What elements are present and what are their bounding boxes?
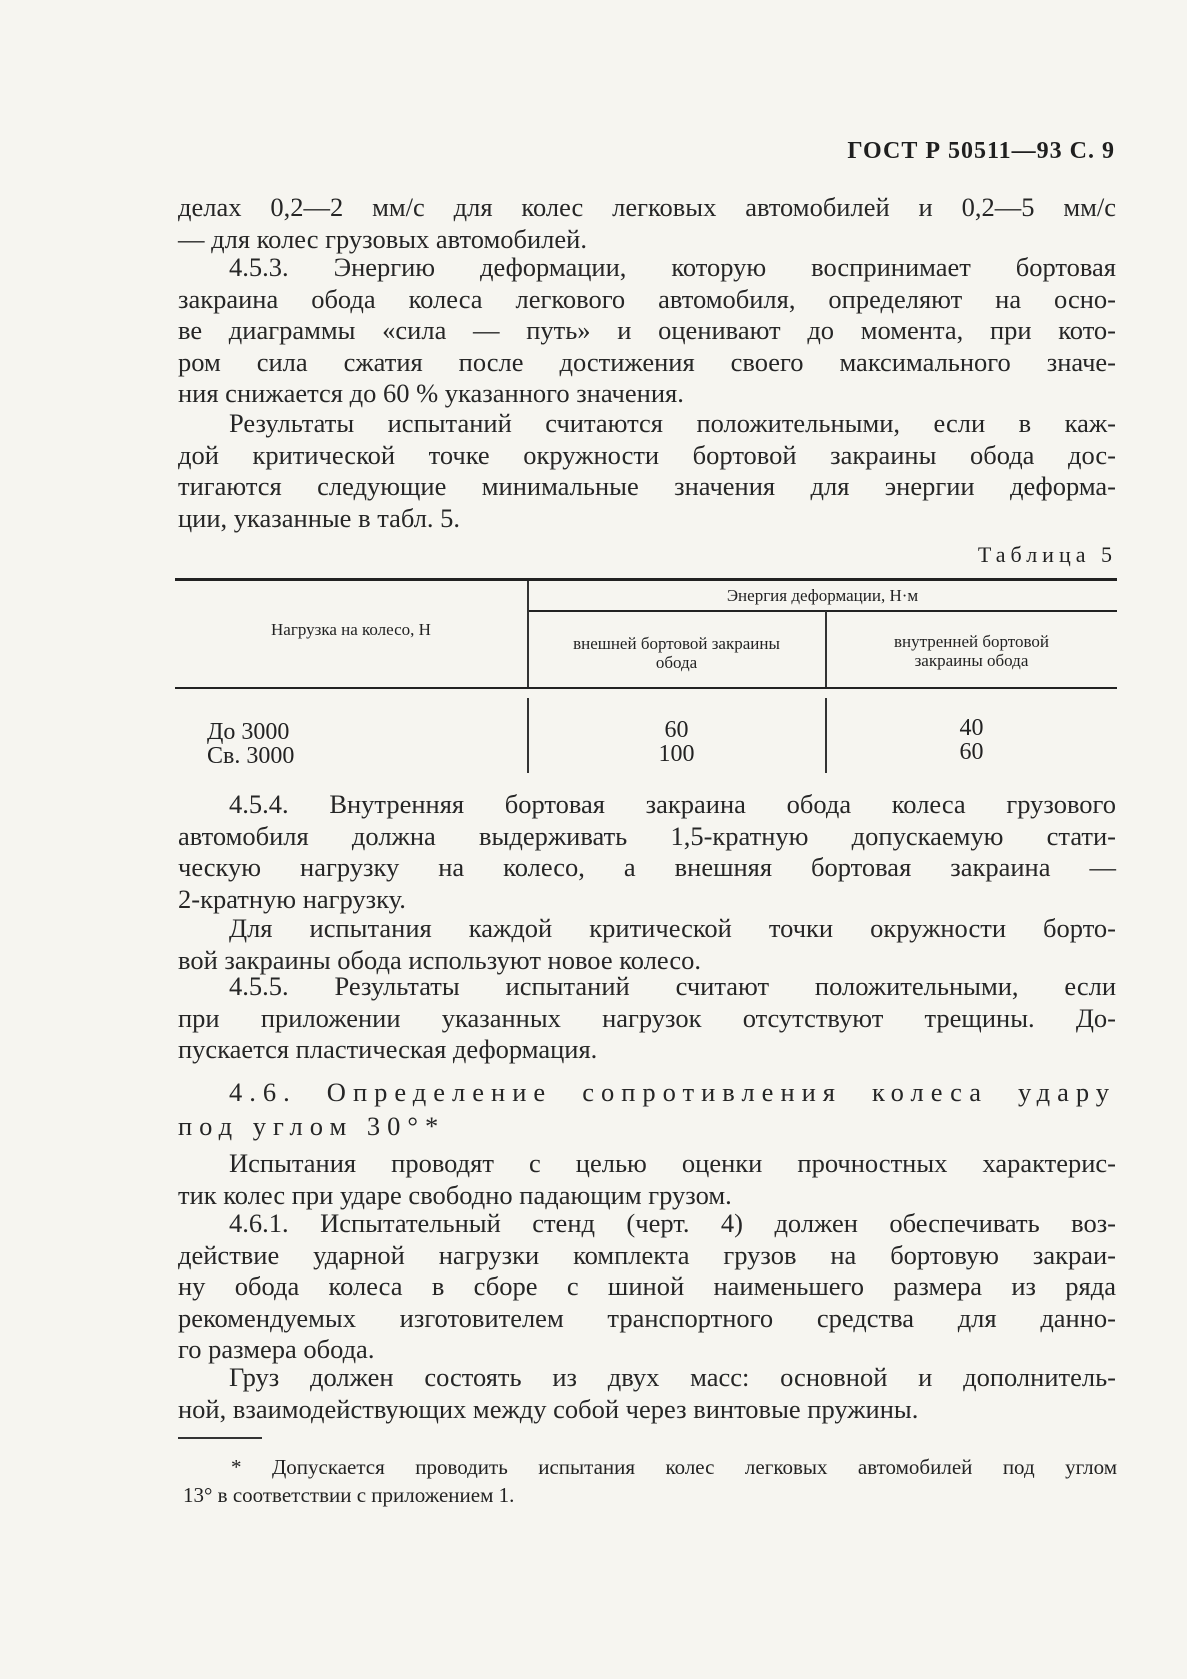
- paragraph-4-6-1: [178, 1208, 1116, 1366]
- text-line: автомобиля должна выдерживать 1,5-кратную допускаемую стати-: [178, 820, 1116, 851]
- text-line: тигаются следующие минимальные значения для энергии деформа-: [178, 471, 1116, 501]
- table-caption: Таблица 5: [977, 542, 1117, 567]
- footnote-rule: [178, 1437, 262, 1439]
- table-cell-load: Св. 3000: [207, 743, 295, 769]
- text-line: рекомендуемых изготовителем транспортного средства для данно-: [178, 1302, 1116, 1333]
- column-header-inner: [826, 632, 1117, 670]
- text-line: закраина обода колеса легкового автомобиля, определяют на осно-: [178, 283, 1116, 314]
- column-header-load: Нагрузка на колесо, Н: [271, 620, 431, 639]
- text-line: 4.5.4. Внутренняя бортовая закраина обода колеса грузового: [229, 789, 1116, 819]
- text-line: делах 0,2—2 мм/с для колес легковых автомобилей и 0,2—5 мм/с: [178, 192, 1116, 222]
- paragraph-4-5-4: [178, 789, 1116, 915]
- text-line: пускается пластическая деформация.: [178, 1034, 598, 1064]
- header-line: внешней бортовой закраины: [573, 634, 780, 653]
- text-line: Для испытания каждой критической точки окружности борто-: [229, 913, 1116, 943]
- text-line: при приложении указанных нагрузок отсутствуют трещины. До-: [178, 1002, 1116, 1033]
- header-line: закраины обода: [914, 651, 1029, 670]
- footnote-line: * Допускается проводить испытания колес легковых автомобилей под углом: [231, 1455, 1117, 1479]
- column-header-outer: [528, 634, 825, 672]
- text-line: 2-кратную нагрузку.: [178, 883, 406, 914]
- text-line: го размера обода.: [178, 1334, 375, 1364]
- header-bottom-rule: [175, 687, 1117, 689]
- header-line: обода: [655, 653, 698, 672]
- section-title-4-6: [178, 1075, 1116, 1143]
- text-line: вой закраины обода используют новое колесо.: [178, 944, 701, 975]
- text-line: 4.5.3. Энергию деформации, которую воспринимает бортовая: [229, 252, 1116, 282]
- header-line: внутренней бортовой: [893, 632, 1050, 651]
- energy-table: [175, 578, 1117, 773]
- table-cell-inner: 60: [959, 739, 984, 765]
- section-title-line: 4.6. Определение сопротивления колеса удару: [229, 1077, 1116, 1107]
- text-line: — для колес грузовых автомобилей.: [178, 223, 587, 254]
- text-line: тик колес при ударе свободно падающим грузом.: [178, 1179, 732, 1210]
- table-cell-outer: 60: [664, 717, 689, 743]
- text-line: Результаты испытаний считаются положительными, если в каж-: [229, 408, 1116, 438]
- text-line: 4.6.1. Испытательный стенд (черт. 4) должен обеспечивать воз-: [229, 1208, 1116, 1238]
- footnote: [183, 1453, 1117, 1509]
- text-line: Испытания проводят с целью оценки прочностных характерис-: [229, 1148, 1116, 1178]
- table-cell-load: До 3000: [207, 719, 290, 745]
- group-header-rule: [527, 610, 1117, 612]
- table-top-rule: [175, 578, 1117, 581]
- paragraph-new-wheel: [178, 913, 1116, 976]
- text-line: ной, взаимодействующих между собой через винтовые пружины.: [178, 1393, 919, 1424]
- top-text: [178, 192, 1116, 255]
- paragraph-4-5-3: [178, 252, 1116, 410]
- text-line: ния снижается до 60 % указанного значения.: [178, 378, 684, 408]
- text-line: ром сила сжатия после достижения своего максимального значе-: [178, 346, 1116, 377]
- text-line: ческую нагрузку на колесо, а внешняя бортовая закраина —: [178, 852, 1116, 882]
- text-line: ну обода колеса в сборе с шиной наименьшего размера из ряда: [178, 1271, 1116, 1301]
- running-title: ГОСТ Р 50511—93 С. 9: [847, 138, 1115, 164]
- column-group-header-energy: Энергия деформации, Н·м: [726, 586, 919, 605]
- paragraph-purpose: [178, 1148, 1116, 1211]
- table-cell-inner: 40: [959, 715, 984, 741]
- table-cell-outer: 100: [658, 741, 695, 767]
- footnote-line: 13° в соответствии с приложением 1.: [183, 1483, 515, 1507]
- text-line: 4.5.5. Результаты испытаний считают положительными, если: [229, 971, 1116, 1001]
- text-line: ции, указанные в табл. 5.: [178, 502, 461, 533]
- text-line: Груз должен состоять из двух масс: основной и дополнитель-: [229, 1362, 1116, 1392]
- paragraph-4-5-5: [178, 971, 1116, 1066]
- paragraph-results: [178, 408, 1116, 534]
- text-line: ве диаграммы «сила — путь» и оценивают до момента, при кото-: [178, 315, 1116, 345]
- text-line: дой критической точке окружности бортовой закраины обода дос-: [178, 439, 1116, 470]
- text-line: действие ударной нагрузки комплекта грузов на бортовую закраи-: [178, 1239, 1116, 1270]
- paragraph-weight: [178, 1362, 1116, 1425]
- section-title-line: под углом 30°*: [178, 1111, 446, 1141]
